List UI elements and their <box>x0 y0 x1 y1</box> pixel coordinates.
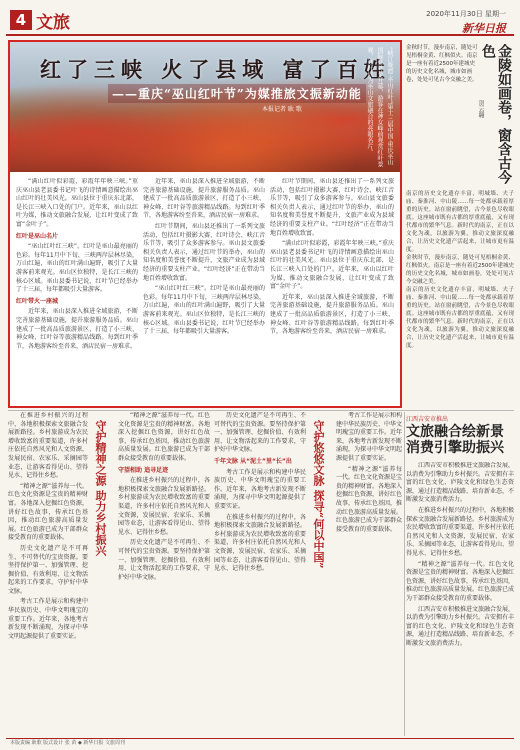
essay-author: 贺云翱 <box>477 100 484 118</box>
subheadline: ——重庆“巫山红叶节”为媒推旅文振新动能 <box>108 84 366 103</box>
essay-title: 金陵如画卷，窗含古今色 <box>480 44 512 184</box>
masthead <box>6 6 514 36</box>
section-title: 文旅 <box>36 13 70 33</box>
paragraph: 在推进乡村振兴的过程中，各地积极探索文旅融合发展新路径。乡村旅游成为农民增收致富的重要渠道，许多村庄依托自然风光和人文资源，发展民宿、农家乐、采摘园等业态，让游客看得见山、望得见水、记得住乡愁。 <box>118 477 210 536</box>
divider <box>404 412 405 736</box>
page-footer: 本版责编 耿歌 版式设计 张 苗 ◆ 新华日报 文旅周刊 <box>6 738 514 746</box>
paragraph: “满山红叶似彩霞，彩霞年年映三峡。”重庆巫山县老县委书记叶飞的诗情画意描绘出巫山红叶的壮美风光。巫山县位于重庆东北部，是长江三峡入口处的门户。近年来，巫山以红叶为媒，推动文旅融合发展，让红叶变成了致富“金叶子”。 <box>270 240 394 291</box>
issue-date <box>426 10 506 19</box>
paragraph: 考古工作是展示和构建中华民族历史、中华文明瑰宝的重要工作。近年来，各地考古新发现不断涌现，为探寻中华文明起源提供了重要实证。 <box>8 598 88 640</box>
paragraph: “精神之源”滋养每一代。红色文化资源是宝贵的精神财富。各地深入挖掘红色资源，讲好红色故事，传承红色基因，推动红色旅游高质量发展。红色旅游已成为干部群众接受教育的重要载体。 <box>406 560 514 602</box>
lower-column-2 <box>118 412 210 736</box>
red-leaves-photo <box>10 42 400 172</box>
paragraph: 考古工作是展示和构建中华民族历史、中华文明瑰宝的重要工作。近年来，各地考古新发现不断涌现，为探寻中华文明起源提供了重要实证。 <box>336 412 402 462</box>
paragraph: 江西吉安市积极推进文旅融合发展，以消费为引擎助力乡村振兴。吉安拥有丰富的红色文化、庐陵文化和绿色生态资源，通过打造精品线路、培育新业态，不断激发文旅消费活力。 <box>406 605 514 647</box>
story-column-2 <box>143 178 265 406</box>
date-text: 2020年11月30日 <box>426 10 483 18</box>
paragraph: 历史文化遗产是不可再生、不可替代的宝贵资源。要坚持保护第一、加强管理、挖掘价值、有效利用、让文物活起来的工作要求，守护好中华文脉。 <box>8 544 88 595</box>
divider <box>8 410 514 411</box>
subhead: 红叶是巫山名片 <box>16 232 59 240</box>
paragraph: “满山红叶似彩霞，彩霞年年映三峡。”重庆巫山县老县委书记叶飞的诗情画意描绘出巫山红叶的壮美风光。巫山县位于重庆东北部，是长江三峡入口处的门户。近年来，巫山以红叶为媒，推动文旅融合发展，让红叶变成了致富“金叶子”。 <box>16 178 138 228</box>
paragraph: “巫山红叶红三峡”。红叶是巫山最亮丽的色彩。每年11月中下旬，三峡两岸层林尽染，万山红遍，巫山的红叶满山遍野，吸引了大量游客前来观光。巫山区位独特，是长江三峡的核心区域。巫山县委书记说，红叶节已经举办了十三届，每年都吸引大量游客。 <box>143 285 265 336</box>
story-column-1 <box>16 178 138 406</box>
lead-story <box>8 40 402 408</box>
paragraph: 考古工作是展示和构建中华民族历史、中华文明瑰宝的重要工作。近年来，各地考古新发现不断涌现，为探寻中华文明起源提供了重要实证。 <box>214 468 306 510</box>
paragraph: 红叶节期间，巫山县还推出了一系列文旅活动，包括红叶摄影大赛、红叶诗会、峡江音乐节等，吸引了众多游客参与。巫山县文旅委相关负责人表示，通过红叶节的举办，巫山的知名度和美誉度不断提升，文旅产业成为县域经济的重要支柱产业。“红叶经济”正在带动当地百姓增收致富。 <box>270 178 394 237</box>
paragraph: “精神之源”滋养每一代。红色文化资源是宝贵的精神财富。各地深入挖掘红色资源，讲好红色故事，传承红色基因，推动红色旅游高质量发展。红色旅游已成为干部群众接受教育的重要载体。 <box>8 482 88 542</box>
paragraph: 南京的历史文化遗存丰富，明城墙、夫子庙、秦淮河、中山陵……每一处都承载着厚重的历史。站在窗前眺望，古今景色尽收眼底。这座城市既有古都的厚重底蕴，又有现代都市的繁华气息。新时代的南京，正在以文化为魂，以旅游为翼，推动文旅深度融合，让历史文化遗产活起来，让城市更有温度。 <box>406 191 514 253</box>
essay-body <box>406 190 514 415</box>
paragraph: 在推进乡村振兴的过程中，各地积极探索文旅融合发展新路径。乡村旅游成为农民增收致富的重要渠道，许多村庄依托自然风光和人文资源，发展民宿、农家乐、采摘园等业态，让游客看得见山、望得见水、记得住乡愁。 <box>8 412 88 480</box>
paragraph: 南京的历史文化遗存丰富，明城墙、夫子庙、秦淮河、中山陵……每一处都承载着厚重的历史。站在窗前眺望，古今景色尽收眼底。这座城市既有古都的厚重底蕴，又有现代都市的繁华气息。新时代的南京，正在以文化为魂，以旅游为翼，推动文旅深度融合，让历史文化遗产活起来，让城市更有温度。 <box>406 287 514 349</box>
paragraph: 红叶节期间，巫山县还推出了一系列文旅活动，包括红叶摄影大赛、红叶诗会、峡江音乐节等，吸引了众多游客参与。巫山县文旅委相关负责人表示，通过红叶节的举办，巫山的知名度和美誉度不断提升，文旅产业成为县域经济的重要支柱产业。“红叶经济”正在带动当地百姓增收致富。 <box>143 222 265 282</box>
paragraph: 在推进乡村振兴的过程中，各地积极探索文旅融合发展新路径。乡村旅游成为农民增收致富的重要渠道，许多村庄依托自然风光和人文资源，发展民宿、农家乐、采摘园等业态，让游客看得见山、望得见水、记得住乡愁。 <box>214 513 306 573</box>
paragraph: 在推进乡村振兴的过程中，各地积极探索文旅融合发展新路径。乡村旅游成为农民增收致富的重要渠道，许多村庄依托自然风光和人文资源，发展民宿、农家乐、采摘园等业态，让游客看得见山、望得见水、记得住乡愁。 <box>406 506 514 557</box>
paragraph: “巫山红叶红三峡”。红叶是巫山最亮丽的色彩。每年11月中下旬，三峡两岸层林尽染，万山红遍，巫山的红叶满山遍野，吸引了大量游客前来观光。巫山区位独特，是长江三峡的核心区域。巫山县委书记说，红叶节已经举办了十三届，每年都吸引大量游客。 <box>16 243 138 294</box>
paragraph: 近年来，巫山县深入推进全域旅游，不断完善旅游基础设施，提升旅游服务品质。巫山建成了一批高品质旅游景区，打造了小三峡、神女峰、红叶谷等旅游精品线路。每到红叶季节，各地游客纷至沓来，酒店民宿一房难求。 <box>143 178 265 220</box>
paragraph: 近年来，巫山县深入推进全域旅游，不断完善旅游基础设施，提升旅游服务品质。巫山建成了一批高品质旅游景区，打造了小三峡、神女峰、红叶谷等旅游精品线路。每到红叶季节，各地游客纷至沓来，酒店民宿一房难求。 <box>270 293 394 336</box>
subhead: 红叶带火一座城 <box>16 297 59 305</box>
subhead: 千年文脉 从“泥土”里“长”出 <box>214 457 292 465</box>
byline: 本报记者 耿 歌 <box>262 106 302 113</box>
vertical-headline-2: 守护悠悠文脉 探寻“何以中国” <box>312 420 325 569</box>
paragraph: “精神之源”滋养每一代。红色文化资源是宝贵的精神财富。各地深入挖掘红色资源，讲好红色故事，传承红色基因，推动红色旅游高质量发展。红色旅游已成为干部群众接受教育的重要载体。 <box>118 412 210 462</box>
photo-caption: “峡江晚霞·巫山红叶”第十三届中国·重庆巫山国际红叶节开幕，游客在神女峰前观赏红叶景观，红叶成为巫山文旅融合的亮眼名片。 <box>366 47 393 167</box>
paragraph: 历史文化遗产是不可再生、不可替代的宝贵资源。要坚持保护第一、加强管理、挖掘价值、有效利用、让文物活起来的工作要求，守护好中华文脉。 <box>118 539 210 581</box>
paragraph: “精神之源”滋养每一代。红色文化资源是宝贵的精神财富。各地深入挖掘红色资源，讲好红色故事，传承红色基因，推动红色旅游高质量发展。红色旅游已成为干部群众接受教育的重要载体。 <box>336 465 402 533</box>
story-column-3 <box>270 178 394 406</box>
paragraph: 近年来，巫山县深入推进全域旅游，不断完善旅游基础设施，提升旅游服务品质。巫山建成了一批高品质旅游景区，打造了小三峡、神女峰、红叶谷等旅游精品线路。每到红叶季节，各地游客纷至沓来，酒店民宿一房难求。 <box>16 308 138 350</box>
vertical-headline-1: 守护精神之源 助力乡村振兴 <box>94 420 107 556</box>
paragraph: 金秋时节，漫步南京，随处可见梧桐金黄、红枫似火。南京是一座有着近2500年建城史的历史文化名城，城市如画卷，处处可见古今交融之美。 <box>406 255 514 285</box>
weekday-text: 星期一 <box>485 10 506 18</box>
headline: 红了三峡 火了县域 富了百姓 <box>40 57 391 82</box>
lower-column-4 <box>336 412 402 736</box>
lower-right-headline: 文旅融合绘新景 消费引擎助振兴 <box>406 424 504 456</box>
lower-right-body <box>406 462 514 736</box>
paragraph: 历史文化遗产是不可再生、不可替代的宝贵资源。要坚持保护第一、加强管理、挖掘价值、有效利用、让文物活起来的工作要求，守护好中华文脉。 <box>214 412 306 454</box>
kicker: 江西吉安市推出 <box>406 416 449 423</box>
lower-column-3 <box>214 412 306 736</box>
lower-column-1 <box>8 412 88 736</box>
newspaper-logo: 新华日报 <box>462 22 506 35</box>
subhead: 守望相助 追寻足迹 <box>118 466 169 474</box>
page-number: 4 <box>10 10 32 30</box>
right-intro: 金秋时节，漫步南京，随处可见梧桐金黄、红枫似火。南京是一座有着近2500年建城史的历史文化名城，城市如画卷，处处可见古今交融之美。 <box>406 45 478 83</box>
right-column <box>406 40 514 415</box>
paragraph: 江西吉安市积极推进文旅融合发展，以消费为引擎助力乡村振兴。吉安拥有丰富的红色文化、庐陵文化和绿色生态资源，通过打造精品线路、培育新业态，不断激发文旅消费活力。 <box>406 462 514 504</box>
